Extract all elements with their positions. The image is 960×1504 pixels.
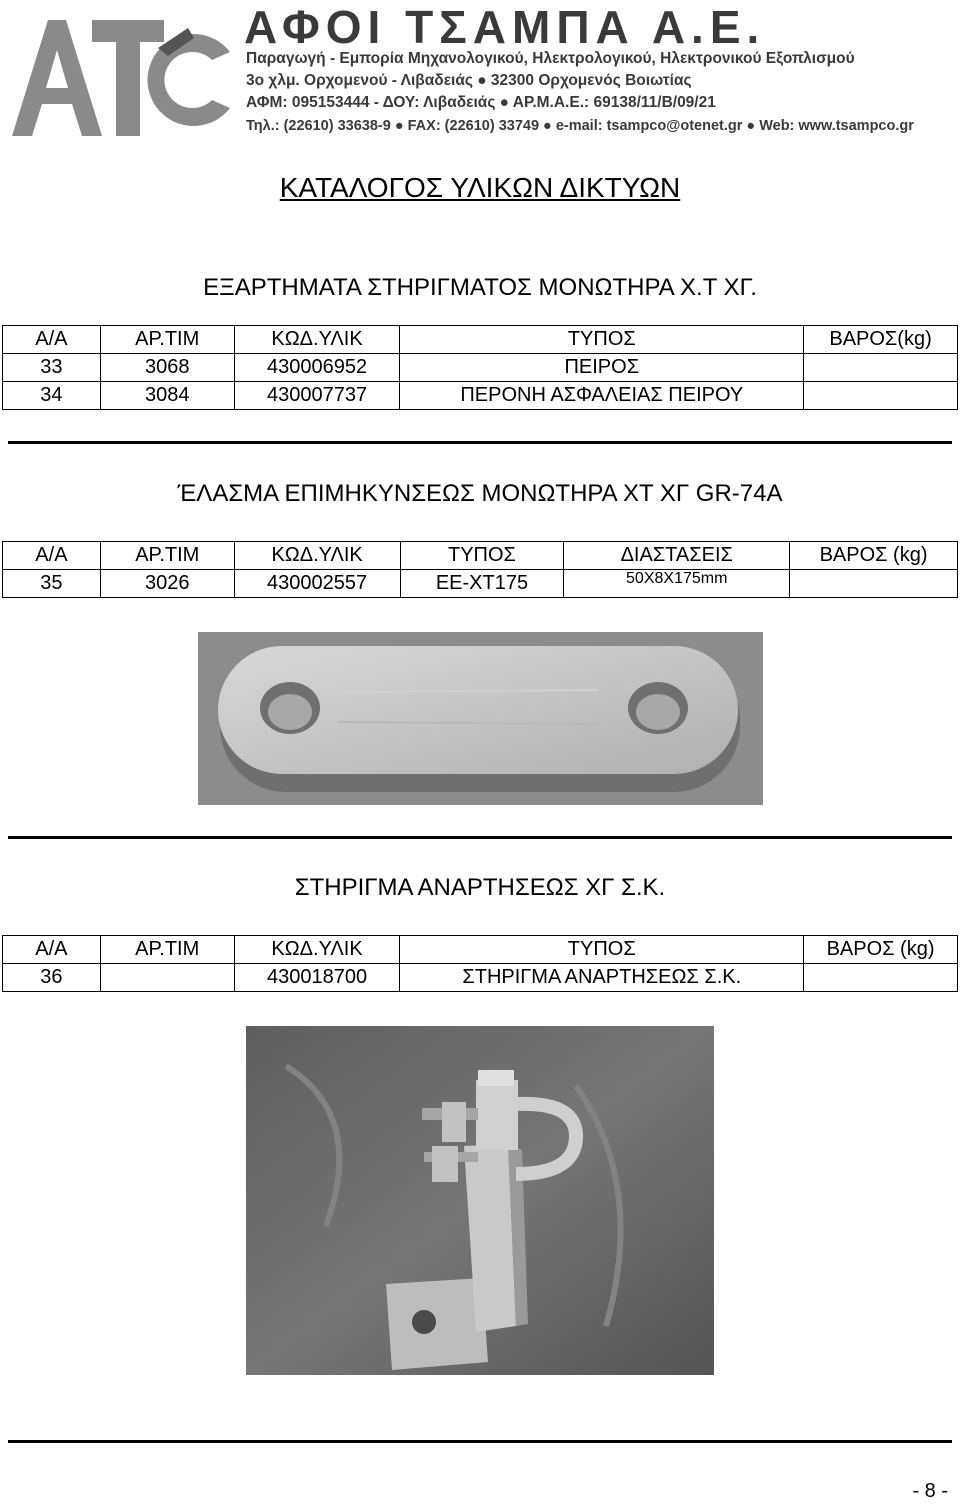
table-cell: ΕΕ-ΧΤ175	[400, 570, 564, 598]
section3-table	[2, 935, 958, 992]
section1-title: ΕΞΑΡΤΗΜΑΤΑ ΣΤΗΡΙΓΜΑΤΟΣ ΜΟΝΩΤΗΡΑ Χ.Τ ΧΓ.	[203, 274, 757, 301]
table-cell: 430006952	[234, 354, 400, 382]
section1-table	[2, 325, 958, 410]
col-header: ΑΡ.ΤΙΜ	[100, 542, 234, 570]
table-cell: 3026	[100, 570, 234, 598]
company-activity: Παραγωγή - Εμπορία Μηχανολογικού, Ηλεκτρολογικού, Ηλεκτρονικού Εξοπλισμού	[246, 50, 855, 67]
col-header: ΒΑΡΟΣ (kg)	[804, 936, 958, 964]
company-tax-info: ΑΦΜ: 095153444 - ΔΟΥ: Λιβαδειάς ● ΑΡ.Μ.Α.Ε.: 69138/11/Β/09/21	[246, 94, 716, 111]
table-cell: ΠΕΡΟΝΗ ΑΣΦΑΛΕΙΑΣ ΠΕΙΡΟΥ	[400, 382, 804, 410]
company-address: 3ο χλμ. Ορχομενού - Λιβαδειάς ● 32300 Ορχομενός Βοιωτίας	[246, 72, 692, 89]
col-header: ΤΥΠΟΣ	[400, 326, 804, 354]
table-header-row	[3, 542, 958, 570]
table-cell: ΣΤΗΡΙΓΜΑ ΑΝΑΡΤΗΣΕΩΣ Σ.Κ.	[400, 964, 804, 992]
col-header: ΔΙΑΣΤΑΣΕΙΣ	[564, 542, 790, 570]
company-logo	[8, 8, 236, 140]
table-cell: ΠΕΙΡΟΣ	[400, 354, 804, 382]
table-cell: 50Χ8Χ175mm	[564, 570, 790, 598]
table-header-row	[3, 936, 958, 964]
col-header: Α/Α	[3, 542, 101, 570]
extension-plate-photo	[198, 632, 763, 805]
table-cell: 34	[3, 382, 101, 410]
table-cell: 430018700	[234, 964, 400, 992]
table-cell: 35	[3, 570, 101, 598]
table-cell: 3084	[100, 382, 234, 410]
company-contact: Τηλ.: (22610) 33638-9 ● FAX: (22610) 33749 ● e-mail: tsampco@otenet.gr ● Web: www.tsampco.gr	[246, 118, 914, 134]
page-number: - 8 -	[912, 1480, 948, 1502]
col-header: Α/Α	[3, 936, 101, 964]
table-cell: 430007737	[234, 382, 400, 410]
divider	[8, 1440, 952, 1443]
table-row	[3, 382, 958, 410]
table-header-row	[3, 326, 958, 354]
company-name: ΑΦΟΙ ΤΣΑΜΠΑ Α.Ε.	[244, 1, 766, 53]
table-cell	[790, 570, 958, 598]
table-row	[3, 964, 958, 992]
col-header: ΤΥΠΟΣ	[400, 542, 564, 570]
col-header: ΚΩΔ.ΥΛΙΚ	[234, 326, 400, 354]
col-header: ΑΡ.ΤΙΜ	[100, 936, 234, 964]
table-cell: 430002557	[234, 570, 400, 598]
table-row	[3, 354, 958, 382]
table-cell: 3068	[100, 354, 234, 382]
divider	[8, 836, 952, 839]
section2-title: ΈΛΑΣΜΑ ΕΠΙΜΗΚΥΝΣΕΩΣ ΜΟΝΩΤΗΡΑ ΧΤ ΧΓ GR-74A	[177, 480, 783, 507]
section3-title: ΣΤΗΡΙΓΜΑ ΑΝΑΡΤΗΣΕΩΣ ΧΓ Σ.Κ.	[294, 874, 666, 901]
suspension-bracket-photo	[246, 1026, 714, 1375]
table-cell	[804, 964, 958, 992]
col-header: Α/Α	[3, 326, 101, 354]
col-header: ΤΥΠΟΣ	[400, 936, 804, 964]
divider	[8, 441, 952, 444]
col-header: ΚΩΔ.ΥΛΙΚ	[234, 936, 400, 964]
col-header: ΒΑΡΟΣ(kg)	[804, 326, 958, 354]
document-title: ΚΑΤΑΛΟΓΟΣ ΥΛΙΚΩΝ ΔΙΚΤΥΩΝ	[279, 172, 681, 203]
col-header: ΚΩΔ.ΥΛΙΚ	[234, 542, 400, 570]
table-cell: 33	[3, 354, 101, 382]
section2-table	[2, 541, 958, 598]
table-cell	[804, 382, 958, 410]
table-cell: 36	[3, 964, 101, 992]
col-header: ΒΑΡΟΣ (kg)	[790, 542, 958, 570]
table-row	[3, 570, 958, 598]
table-cell	[804, 354, 958, 382]
table-cell	[100, 964, 234, 992]
col-header: ΑΡ.ΤΙΜ	[100, 326, 234, 354]
